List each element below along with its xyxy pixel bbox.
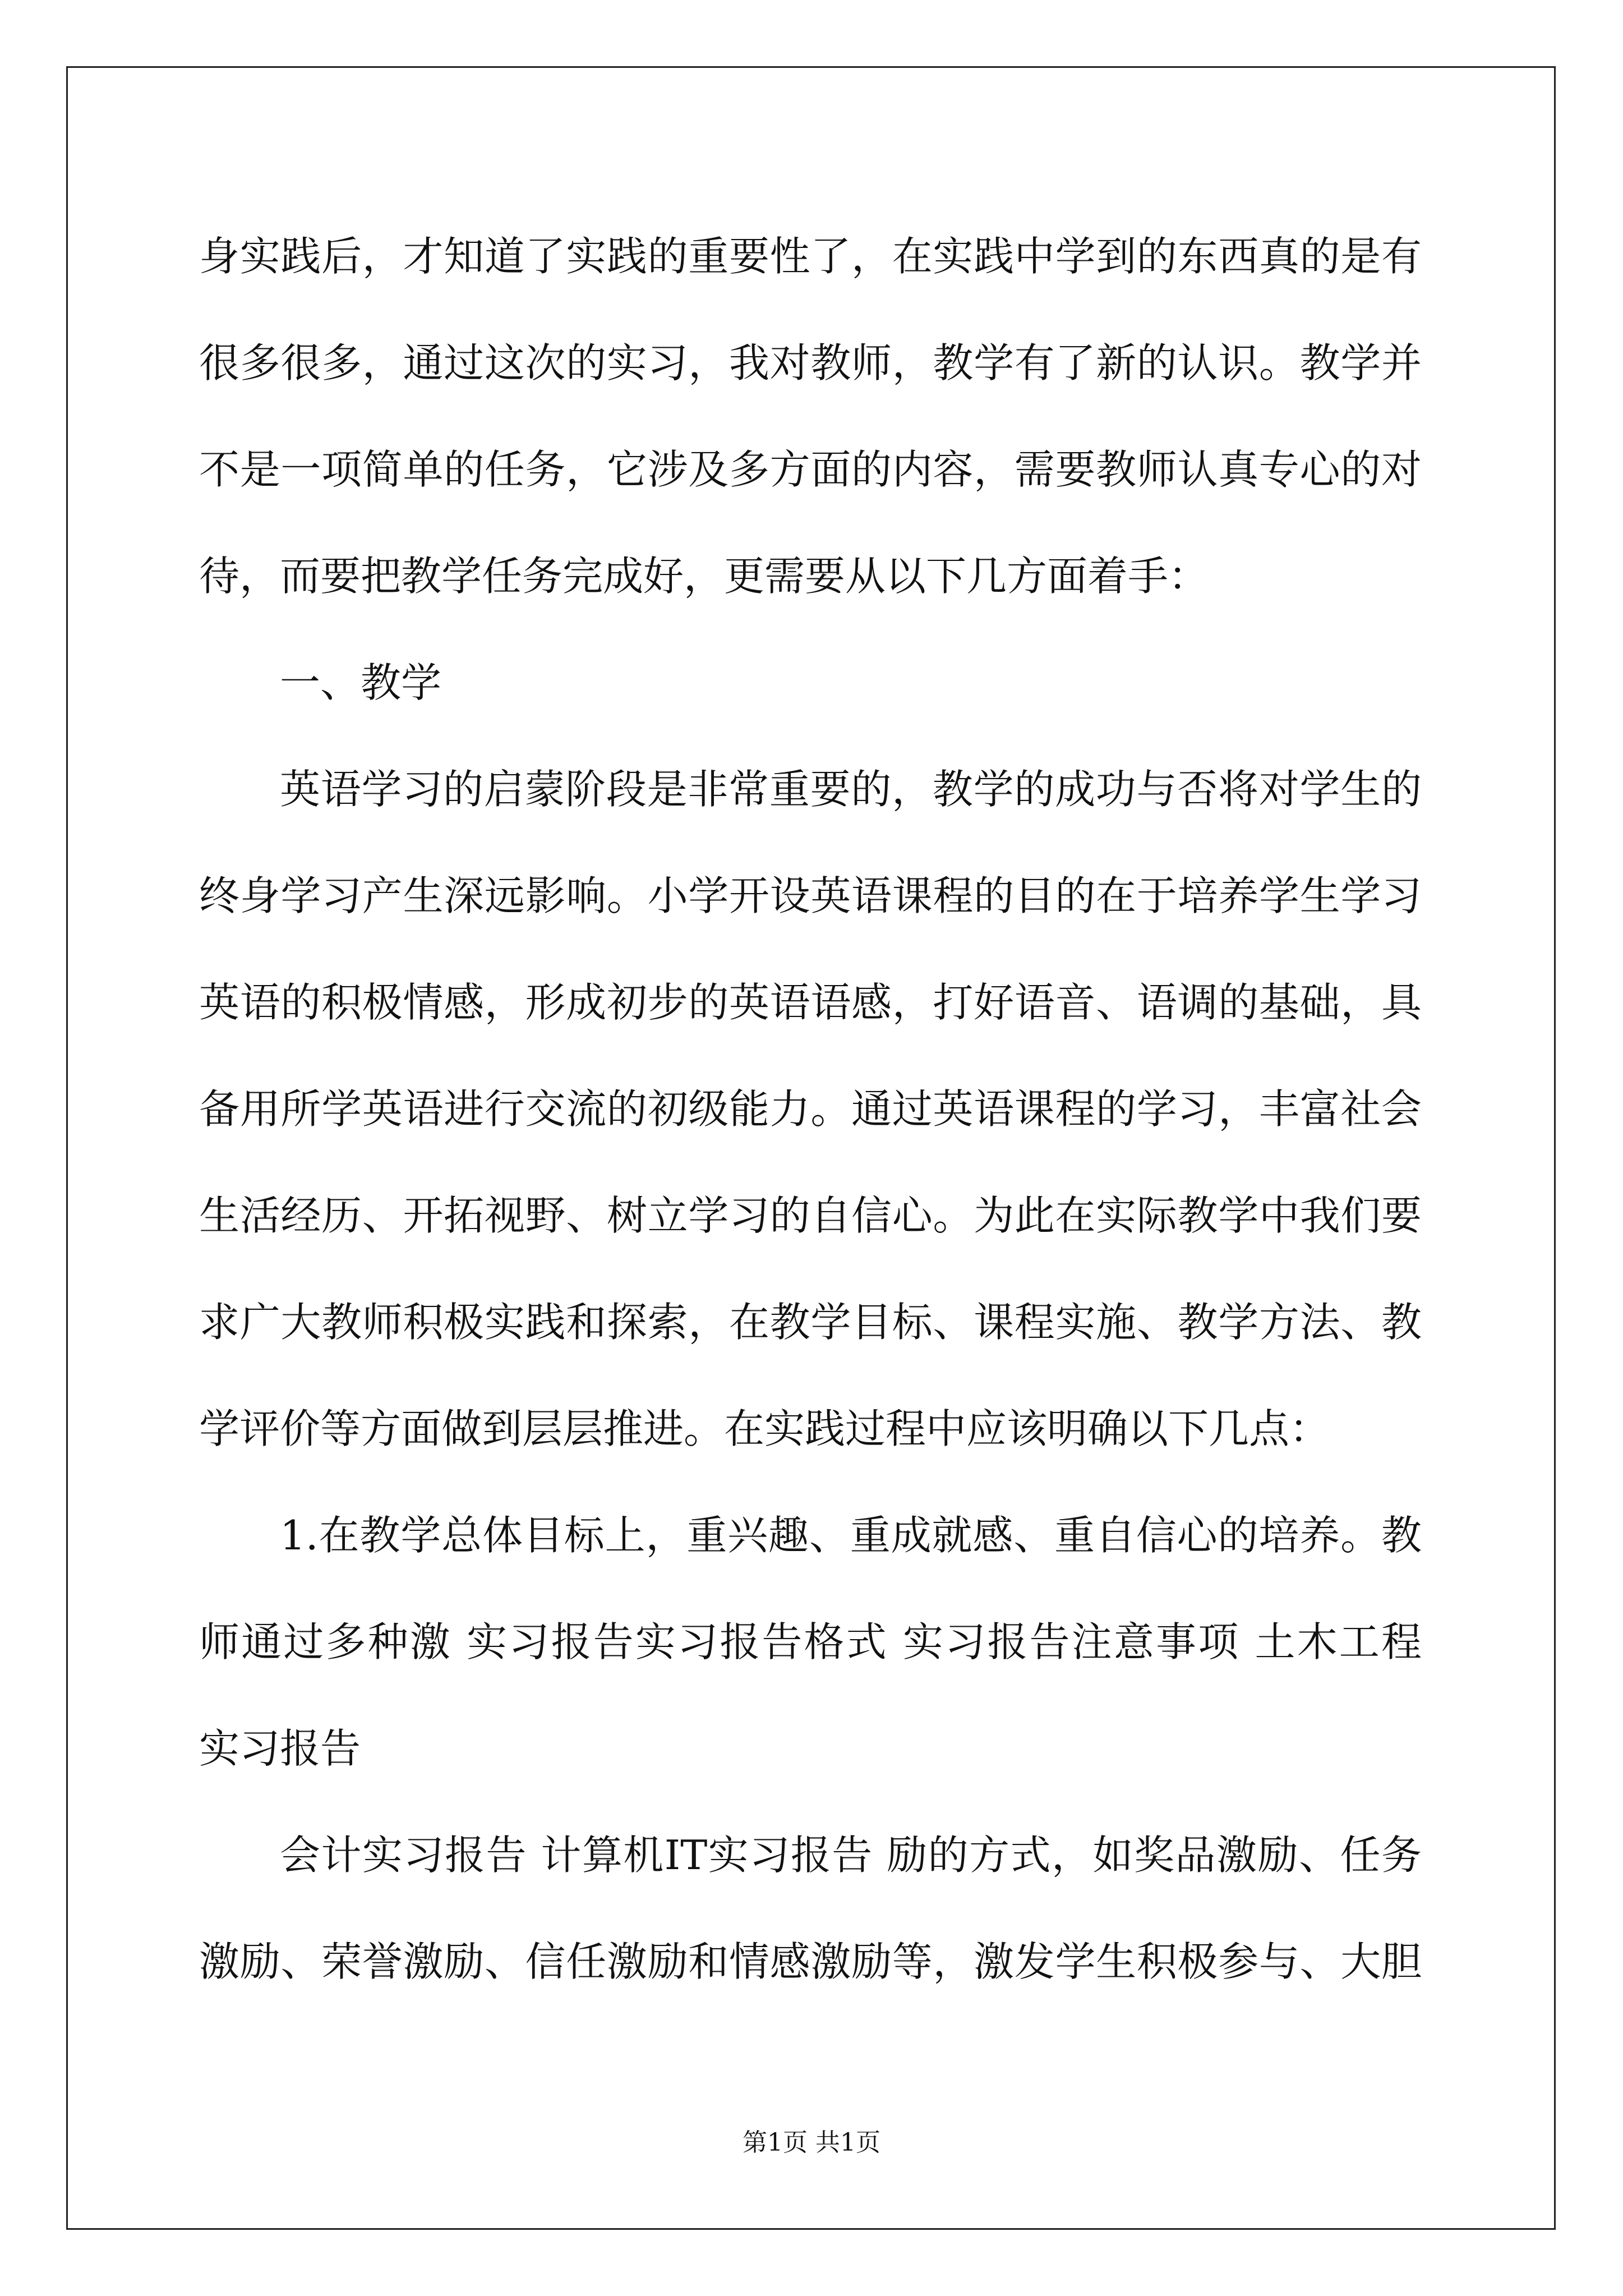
- page-number-footer: 第1页 共1页: [743, 2128, 880, 2157]
- body-text-line: 学评价等方面做到层层推进。在实践过程中应该明确以下几点：: [199, 1405, 1330, 1452]
- body-text-line: 终身学习产生深远影响。小学开设英语课程的目的在于培养学生学习: [199, 872, 1422, 919]
- body-text-line: 英语学习的启蒙阶段是非常重要的，教学的成功与否将对学生的: [280, 766, 1422, 813]
- body-text-line: 备用所学英语进行交流的初级能力。通过英语课程的学习，丰富社会: [199, 1085, 1422, 1133]
- section-heading: 一、教学: [280, 659, 442, 706]
- body-text-line: 1.在教学总体目标上，重兴趣、重成就感、重自信心的培养。教: [280, 1512, 1422, 1559]
- body-text-line: 身实践后，才知道了实践的重要性了，在实践中学到的东西真的是有: [199, 233, 1422, 280]
- body-text-line: 激励、荣誉激励、信任激励和情感激励等，激发学生积极参与、大胆: [199, 1938, 1422, 1985]
- document-body: [199, 203, 1422, 2015]
- body-text-line: 实习报告: [199, 1725, 361, 1772]
- body-text-line: 生活经历、开拓视野、树立学习的自信心。为此在实际教学中我们要: [199, 1192, 1422, 1239]
- body-text-line: 不是一项简单的任务，它涉及多方面的内容，需要教师认真专心的对: [199, 446, 1422, 493]
- body-text-line: 师通过多种激 实习报告实习报告格式 实习报告注意事项 土木工程: [199, 1618, 1422, 1665]
- body-text-line: 会计实习报告 计算机IT实习报告 励的方式，如奖品激励、任务: [280, 1832, 1422, 1879]
- body-text-line: 待，而要把教学任务完成好，更需要从以下几方面着手：: [199, 553, 1209, 600]
- body-text-line: 英语的积极情感，形成初步的英语语感，打好语音、语调的基础，具: [199, 979, 1422, 1026]
- body-text-line: 求广大教师积极实践和探索，在教学目标、课程实施、教学方法、教: [199, 1299, 1422, 1346]
- body-text-line: 很多很多，通过这次的实习，我对教师，教学有了新的认识。教学并: [199, 339, 1422, 386]
